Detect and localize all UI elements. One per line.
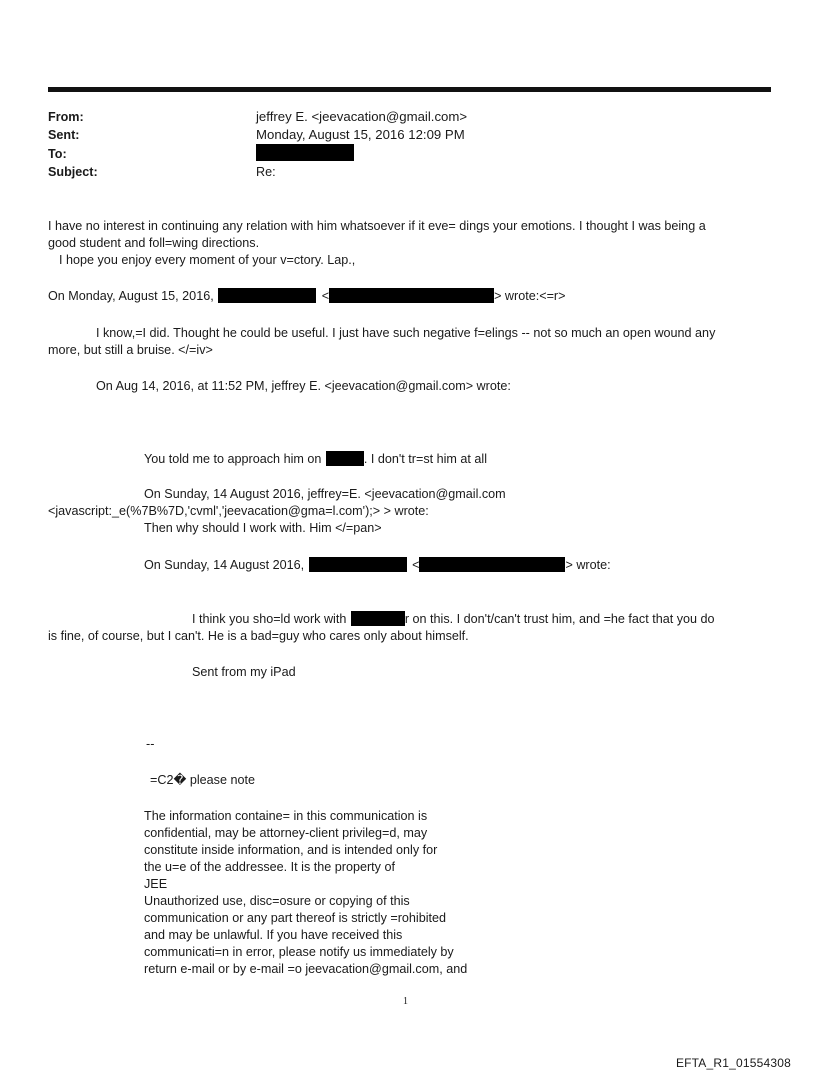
disclaimer-line: the u=e of the addressee. It is the property of: [144, 860, 395, 874]
body-line: I hope you enjoy every moment of your v=ctory. Lap.,: [59, 253, 356, 267]
disclaimer-line: and may be unlawful. If you have received this: [144, 928, 403, 942]
quote-header: On Sunday, 14 August 2016, jeffrey=E. <jeevacation@gmail.com: [144, 487, 506, 501]
body-line: good student and foll=wing directions.: [48, 236, 260, 250]
disclaimer-line: confidential, may be attorney-client privileg=d, may: [144, 826, 428, 840]
quote-header-text: > wrote:<=r>: [494, 289, 566, 303]
email-redaction: [419, 557, 565, 572]
body-text: . I don't tr=st him at all: [363, 452, 488, 466]
disclaimer-line: The information containe= in this communication is: [144, 809, 428, 823]
from-label: From:: [48, 110, 84, 124]
disclaimer-line: constitute inside information, and is intended only for: [144, 843, 438, 857]
body-text: r on this. I don't/can't trust him, and =he fact that you do: [404, 612, 715, 626]
quote-header-text: <: [321, 289, 330, 303]
text-redaction: [326, 451, 364, 466]
quote-header-text: On Sunday, 14 August 2016,: [144, 558, 305, 572]
quote-header-text: > wrote:: [565, 558, 611, 572]
name-redaction: [218, 288, 316, 303]
signature-dash: --: [146, 737, 155, 751]
to-label: To:: [48, 147, 67, 161]
disclaimer-line: return e-mail or by e-mail =o jeevacation@gmail.com, and: [144, 962, 468, 976]
quote-header-text: On Monday, August 15, 2016,: [48, 289, 214, 303]
page-number: 1: [403, 996, 408, 1007]
body-text: You told me to approach him on: [144, 452, 322, 466]
body-line: more, but still a bruise. </=iv>: [48, 343, 213, 357]
body-line: [192, 611, 715, 627]
to-redaction: [256, 144, 354, 161]
body-line: I know,=I did. Thought he could be useful. I just have such negative f=elings -- not so much an open wound any: [96, 326, 716, 340]
header-rule: [48, 87, 771, 92]
subject-label: Subject:: [48, 165, 98, 179]
email-redaction: [329, 288, 494, 303]
quote-header: [144, 557, 611, 573]
disclaimer-line: Unauthorized use, disc=osure or copying of this: [144, 894, 410, 908]
quote-header: <javascript:_e(%7B%7D,'cvml','jeevacation@gma=l.com');> > wrote:: [48, 504, 429, 518]
signature-note: =C2� please note: [150, 773, 255, 787]
disclaimer-line: communicati=n in error, please notify us immediately by: [144, 945, 454, 959]
body-line: is fine, of course, but I can't. He is a bad=guy who cares only about himself.: [48, 629, 469, 643]
disclaimer-line: JEE: [144, 877, 168, 891]
quote-header-text: <: [412, 558, 420, 572]
name-redaction: [309, 557, 407, 572]
quote-header: [48, 288, 565, 304]
body-line: Then why should I work with. Him </=pan>: [144, 521, 382, 535]
body-line: I have no interest in continuing any relation with him whatsoever if it eve= dings your emotions. I thought I was being a: [48, 219, 706, 233]
body-text: I think you sho=ld work with: [192, 612, 347, 626]
name-redaction: [351, 611, 405, 626]
from-value: jeffrey E. <jeevacation@gmail.com>: [256, 109, 468, 124]
document-id: EFTA_R1_01554308: [675, 1056, 791, 1070]
sent-from-line: Sent from my iPad: [192, 665, 296, 679]
disclaimer-line: communication or any part thereof is strictly =rohibited: [144, 911, 447, 925]
sent-value: Monday, August 15, 2016 12:09 PM: [256, 127, 465, 142]
sent-label: Sent:: [48, 128, 80, 142]
body-line: [144, 451, 487, 467]
quote-header: On Aug 14, 2016, at 11:52 PM, jeffrey E. <jeevacation@gmail.com> wrote:: [96, 379, 511, 393]
subject-value: Re:: [256, 165, 276, 179]
